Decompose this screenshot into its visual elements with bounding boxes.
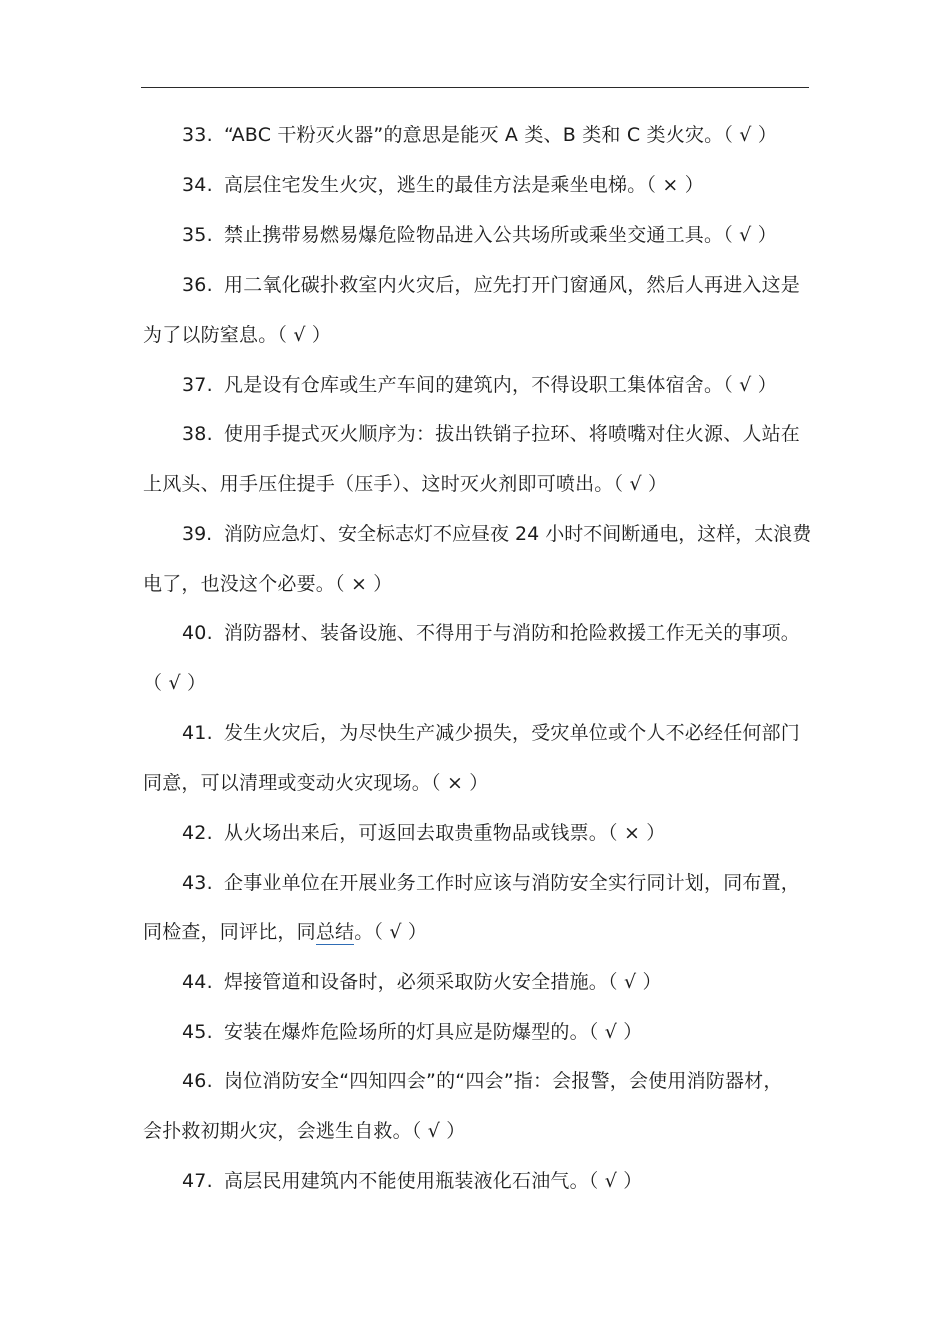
item-43-continued: 同检查，同评比，同总结。（ √ ） bbox=[143, 921, 428, 943]
item-35: 35. 禁止携带易燃易爆危险物品进入公共场所或乘坐交通工具。（ √ ） bbox=[182, 224, 777, 246]
item-39-continued: 电了，也没这个必要。（ × ） bbox=[143, 573, 393, 595]
item-45: 45. 安装在爆炸危险场所的灯具应是防爆型的。（ √ ） bbox=[182, 1021, 643, 1043]
item-38-continued: 上风头、用手压住提手（压手）、这时灭火剂即可喷出。（ √ ） bbox=[143, 473, 668, 495]
item-41: 41. 发生火灾后，为尽快生产减少损失，受灾单位或个人不必经任何部门 bbox=[182, 722, 801, 744]
item-40: 40. 消防器材、装备设施、不得用于与消防和抢险救援工作无关的事项。 bbox=[182, 622, 801, 644]
item-38: 38. 使用手提式灭火顺序为：拔出铁销子拉环、将喷嘴对住火源、人站在 bbox=[182, 423, 801, 445]
item-40-continued: （ √ ） bbox=[143, 672, 207, 694]
item-42: 42. 从火场出来后，可返回去取贵重物品或钱票。（ × ） bbox=[182, 822, 666, 844]
item-36: 36. 用二氧化碳扑救室内火灾后，应先打开门窗通风，然后人再进入这是 bbox=[182, 274, 801, 296]
item-44: 44. 焊接管道和设备时，必须采取防火安全措施。（ √ ） bbox=[182, 971, 662, 993]
item-33: 33. “ABC 干粉灭火器”的意思是能灭 A 类、B 类和 C 类火灾。（ √ ） bbox=[182, 124, 778, 146]
item-41-continued: 同意，可以清理或变动火灾现场。（ × ） bbox=[143, 772, 489, 794]
item-36-continued: 为了以防窒息。（ √ ） bbox=[143, 324, 332, 346]
underlined-word: 总结 bbox=[315, 921, 355, 943]
item-34: 34. 高层住宅发生火灾，逃生的最佳方法是乘坐电梯。（ × ） bbox=[182, 174, 704, 196]
item-43: 43. 企事业单位在开展业务工作时应该与消防安全实行同计划，同布置， bbox=[182, 872, 801, 894]
item-37: 37. 凡是设有仓库或生产车间的建筑内，不得设职工集体宿舍。（ √ ） bbox=[182, 374, 777, 396]
item-39: 39. 消防应急灯、安全标志灯不应昼夜 24 小时不间断通电，这样，太浪费 bbox=[182, 523, 812, 545]
item-46: 46. 岗位消防安全“四知四会”的“四会”指：会报警，会使用消防器材， bbox=[182, 1070, 783, 1092]
item-47: 47. 高层民用建筑内不能使用瓶装液化石油气。（ √ ） bbox=[182, 1170, 643, 1192]
item-46-continued: 会扑救初期火灾，会逃生自救。（ √ ） bbox=[143, 1120, 466, 1142]
